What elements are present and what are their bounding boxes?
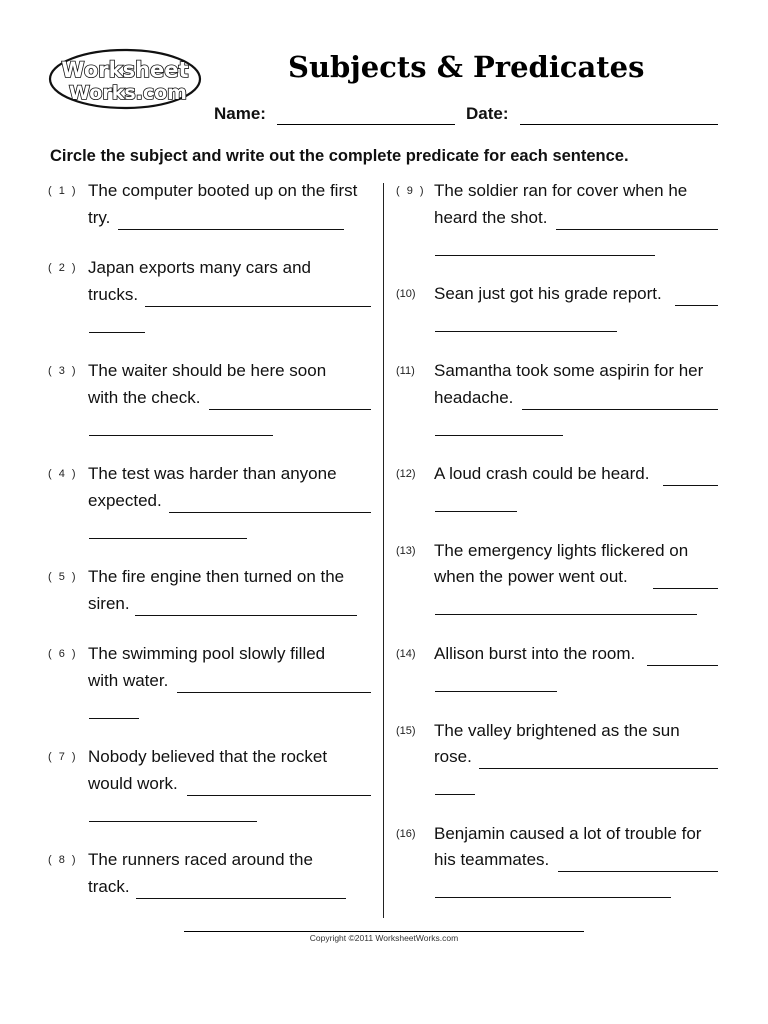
question-text: his teammates. (434, 850, 550, 869)
answer-blank[interactable] (169, 512, 371, 513)
answer-blank[interactable] (435, 614, 697, 615)
question-text: try. (88, 208, 111, 227)
answer-blank[interactable] (435, 331, 617, 332)
question-text: track. (88, 877, 130, 896)
question-text: A loud crash could be heard. (434, 464, 650, 483)
question-text: Sean just got his grade report. (434, 284, 662, 303)
answer-blank[interactable] (209, 409, 371, 410)
question-text: when the power went out. (434, 567, 628, 586)
question-number: ( 5 ) (48, 571, 78, 583)
answer-blank[interactable] (118, 229, 344, 230)
question-text: The valley brightened as the sun (434, 721, 680, 740)
question-number: ( 2 ) (48, 262, 78, 274)
name-field[interactable] (277, 124, 455, 125)
question-number: ( 4 ) (48, 468, 78, 480)
question-number: ( 9 ) (396, 185, 426, 197)
question-number: ( 8 ) (48, 854, 78, 866)
question-text: The waiter should be here soon (88, 361, 327, 380)
instructions: Circle the subject and write out the complete predicate for each sentence. (50, 147, 629, 165)
date-label: Date: (466, 104, 509, 123)
question-text: The computer booted up on the first (88, 181, 358, 200)
question-text: The runners raced around the (88, 850, 313, 869)
question-number: (14) (396, 648, 416, 660)
logo-text-line1: Worksheet (61, 58, 189, 82)
question-text: trucks. (88, 285, 139, 304)
question-text: Japan exports many cars and (88, 258, 312, 277)
question-text: The test was harder than anyone (88, 464, 337, 483)
answer-blank[interactable] (556, 229, 718, 230)
question-text: Benjamin caused a lot of trouble for (434, 824, 702, 843)
answer-blank[interactable] (89, 538, 247, 539)
answer-blank[interactable] (89, 718, 139, 719)
question-text: rose. (434, 747, 472, 766)
question-number: ( 3 ) (48, 365, 78, 377)
worksheetworks-logo (48, 48, 202, 110)
question-text: headache. (434, 388, 514, 407)
answer-blank[interactable] (187, 795, 371, 796)
question-text: would work. (88, 774, 178, 793)
question-text: The fire engine then turned on the (88, 567, 345, 586)
question-number: (11) (396, 365, 415, 377)
question-text: heard the shot. (434, 208, 548, 227)
question-number: (13) (396, 545, 416, 557)
answer-blank[interactable] (647, 665, 718, 666)
answer-blank[interactable] (89, 332, 145, 333)
question-text: with the check. (88, 388, 201, 407)
name-label: Name: (214, 104, 266, 123)
answer-blank[interactable] (653, 588, 718, 589)
answer-blank[interactable] (435, 435, 563, 436)
question-text: The swimming pool slowly filled (88, 644, 326, 663)
date-field[interactable] (520, 124, 718, 125)
copyright-text: Copyright ©2011 WorksheetWorks.com (309, 933, 459, 943)
question-text: Nobody believed that the rocket (88, 747, 328, 766)
footer-rule (184, 931, 584, 932)
logo-text-line2: Works.com (69, 82, 187, 104)
question-text: The soldier ran for cover when he (434, 181, 688, 200)
question-text: siren. (88, 594, 130, 613)
answer-blank[interactable] (675, 305, 718, 306)
question-text: Allison burst into the room. (434, 644, 636, 663)
answer-blank[interactable] (177, 692, 371, 693)
answer-blank[interactable] (558, 871, 718, 872)
question-text: The emergency lights flickered on (434, 541, 689, 560)
answer-blank[interactable] (479, 768, 718, 769)
question-number: (12) (396, 468, 416, 480)
question-number: ( 6 ) (48, 648, 78, 660)
answer-blank[interactable] (435, 511, 517, 512)
question-text: Samantha took some aspirin for her (434, 361, 704, 380)
question-number: (16) (396, 828, 416, 840)
answer-blank[interactable] (435, 255, 655, 256)
question-number: (10) (396, 288, 416, 300)
column-divider (383, 183, 384, 918)
question-text: expected. (88, 491, 162, 510)
answer-blank[interactable] (435, 794, 475, 795)
answer-blank[interactable] (435, 897, 671, 898)
answer-blank[interactable] (522, 409, 718, 410)
question-number: ( 1 ) (48, 185, 78, 197)
question-number: ( 7 ) (48, 751, 78, 763)
question-number: (15) (396, 725, 416, 737)
answer-blank[interactable] (663, 485, 718, 486)
answer-blank[interactable] (145, 306, 371, 307)
answer-blank[interactable] (89, 435, 273, 436)
answer-blank[interactable] (135, 615, 357, 616)
worksheet-title: Subjects & Predicates (288, 50, 645, 84)
answer-blank[interactable] (435, 691, 557, 692)
answer-blank[interactable] (136, 898, 346, 899)
answer-blank[interactable] (89, 821, 257, 822)
question-text: with water. (88, 671, 169, 690)
